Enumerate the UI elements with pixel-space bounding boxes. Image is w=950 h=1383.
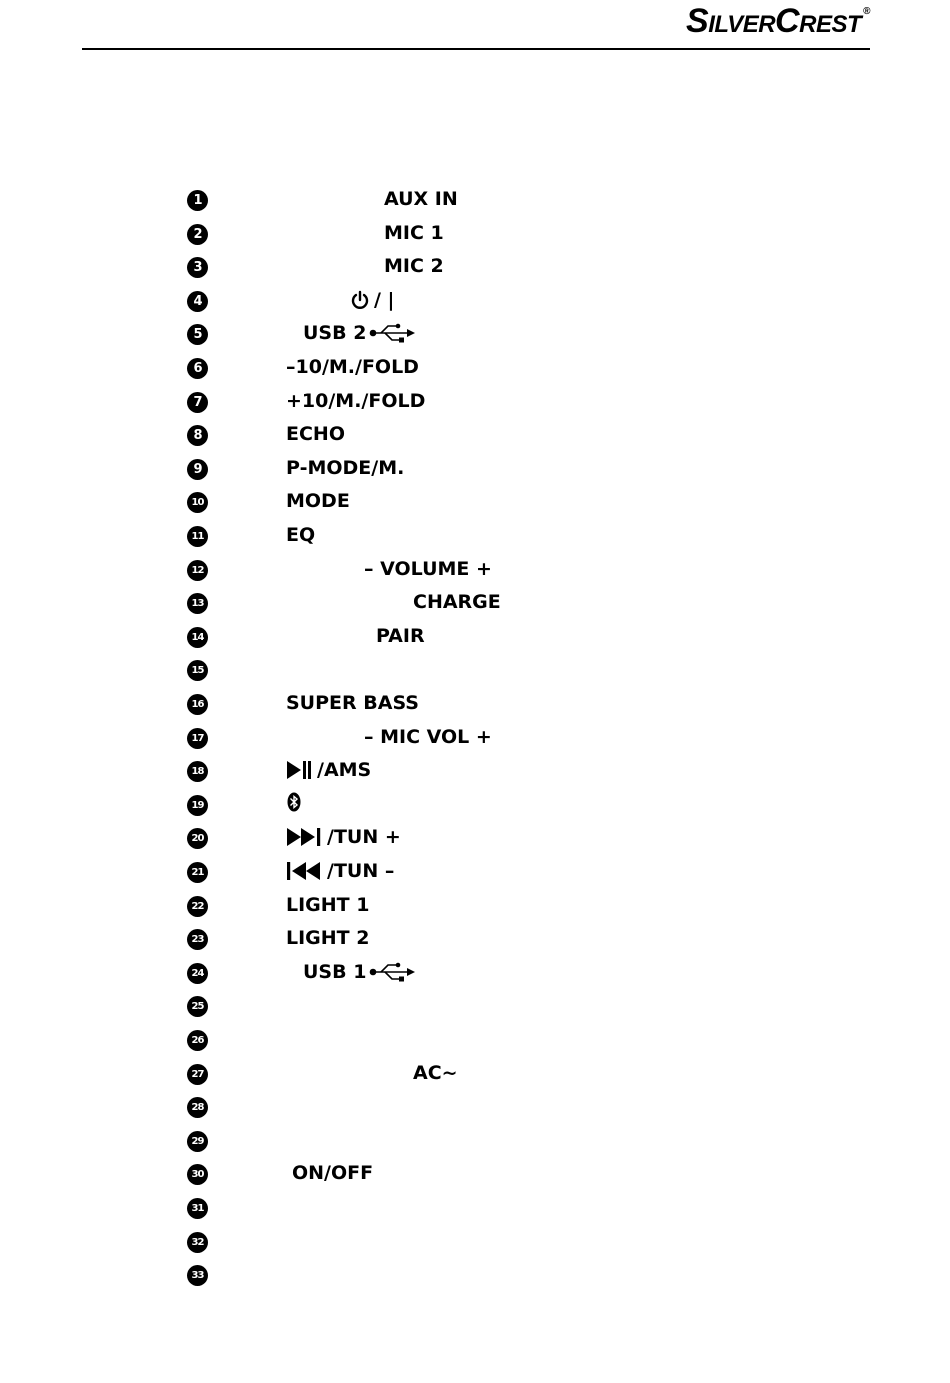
item-label: ECHO [286, 423, 345, 446]
list-item [0, 854, 950, 888]
list-item [0, 686, 950, 720]
play-pause-icon [286, 759, 314, 781]
registered-mark: ® [863, 6, 870, 17]
item-label: P-MODE/M. [286, 456, 405, 479]
list-item [0, 753, 950, 787]
item-label-group [286, 757, 371, 783]
item-label-group [286, 388, 425, 414]
item-label-group [384, 253, 444, 279]
list-item [0, 518, 950, 552]
item-label: USB 2 [303, 322, 367, 345]
item-label: MIC 2 [384, 255, 444, 278]
item-number-badge: 31 [187, 1198, 208, 1219]
item-label: SUPER BASS [286, 692, 419, 714]
item-label-group [286, 488, 350, 514]
item-label: CHARGE [413, 591, 501, 614]
item-number-badge: 9 [187, 459, 208, 480]
list-item [0, 888, 950, 922]
item-label: +10/M./FOLD [286, 389, 426, 412]
list-item [0, 955, 950, 989]
logo-letter: C [775, 2, 800, 40]
item-number-badge: 8 [187, 425, 208, 446]
list-item [0, 552, 950, 586]
item-label-group [384, 186, 458, 212]
item-number-badge: 19 [187, 795, 208, 816]
item-number-badge: 7 [187, 392, 208, 413]
logo-letter: S [686, 2, 709, 40]
item-number-badge: 32 [187, 1232, 208, 1253]
list-item [0, 652, 950, 686]
header-rule [82, 48, 870, 50]
list-item [0, 249, 950, 283]
item-label: USB 1 [303, 960, 367, 983]
item-label-group [376, 623, 425, 649]
next-track-icon [286, 826, 324, 848]
item-number-badge: 33 [187, 1265, 208, 1286]
list-item [0, 1123, 950, 1157]
list-item [0, 921, 950, 955]
list-item [0, 1224, 950, 1258]
item-number-badge: 16 [187, 694, 208, 715]
list-item [0, 350, 950, 384]
item-number-badge: 1 [187, 190, 208, 211]
item-label-group [364, 724, 492, 750]
item-number-badge: 28 [187, 1097, 208, 1118]
item-label-group [303, 959, 415, 985]
item-label: /TUN + [327, 826, 401, 849]
item-label: /AMS [317, 759, 372, 782]
list-item [0, 720, 950, 754]
list-item [0, 1190, 950, 1224]
item-number-badge: 23 [187, 929, 208, 950]
item-number-badge: 22 [187, 896, 208, 917]
list-item [0, 182, 950, 216]
item-number-badge: 15 [187, 660, 208, 681]
item-number-badge: 10 [187, 492, 208, 513]
item-label-group [349, 287, 395, 313]
silvercrest-logo [686, 2, 870, 40]
list-item [0, 283, 950, 317]
item-number-badge: 14 [187, 627, 208, 648]
list-item [0, 1156, 950, 1190]
item-label-group [286, 824, 401, 850]
usb-icon [369, 323, 415, 343]
item-label: EQ [286, 524, 316, 546]
item-label-group [413, 1060, 458, 1086]
power-icon [349, 289, 371, 311]
item-label-group [286, 892, 369, 918]
item-label: /TUN – [327, 860, 395, 882]
item-number-badge: 3 [187, 257, 208, 278]
usb-icon [369, 962, 415, 982]
item-number-badge: 17 [187, 728, 208, 749]
item-label-group [364, 556, 492, 582]
list-item [0, 417, 950, 451]
item-label: ON/OFF [292, 1162, 374, 1185]
list-item [0, 585, 950, 619]
item-number-badge: 13 [187, 593, 208, 614]
item-number-badge: 21 [187, 862, 208, 883]
item-label: AC~ [413, 1061, 458, 1084]
list-item [0, 820, 950, 854]
item-number-badge: 11 [187, 526, 208, 547]
item-number-badge: 12 [187, 560, 208, 581]
item-number-badge: 29 [187, 1131, 208, 1152]
item-number-badge: 5 [187, 324, 208, 345]
item-number-badge: 6 [187, 358, 208, 379]
item-label: / | [374, 288, 395, 311]
item-label-group [303, 320, 415, 346]
item-number-badge: 24 [187, 963, 208, 984]
item-label: MODE [286, 490, 350, 513]
item-label: AUX IN [384, 188, 458, 210]
list-item [0, 988, 950, 1022]
item-label: – MIC VOL + [364, 725, 492, 748]
list-item [0, 787, 950, 821]
item-label-group [286, 421, 345, 447]
item-label: –10/M./FOLD [286, 356, 419, 378]
item-number-badge: 4 [187, 291, 208, 312]
item-label-group [384, 220, 444, 246]
item-label-group [286, 690, 419, 716]
list-item [0, 1022, 950, 1056]
bluetooth-icon [286, 791, 302, 813]
list-item [0, 1089, 950, 1123]
item-number-badge: 30 [187, 1164, 208, 1185]
logo-letters: ILVER [708, 11, 776, 38]
list-item [0, 384, 950, 418]
item-label-group [286, 791, 305, 813]
item-label-group [286, 455, 404, 481]
list-item [0, 316, 950, 350]
item-label: PAIR [376, 624, 425, 647]
list-item [0, 451, 950, 485]
item-label-group [286, 858, 394, 884]
item-number-badge: 25 [187, 996, 208, 1017]
list-item [0, 216, 950, 250]
item-label: MIC 1 [384, 221, 444, 244]
item-label-group [286, 354, 419, 380]
item-label: LIGHT 2 [286, 927, 370, 950]
item-number-badge: 27 [187, 1064, 208, 1085]
item-label-group [286, 925, 369, 951]
item-label-group [292, 1160, 373, 1186]
list-item [0, 1056, 950, 1090]
list-item [0, 1257, 950, 1291]
item-number-badge: 18 [187, 761, 208, 782]
item-label-group [413, 589, 501, 615]
item-label: – VOLUME + [364, 557, 492, 580]
item-label-group [286, 522, 315, 548]
item-label: LIGHT 1 [286, 893, 370, 916]
list-item [0, 619, 950, 653]
item-number-badge: 20 [187, 828, 208, 849]
logo-letters: REST [799, 11, 862, 38]
item-number-badge: 26 [187, 1030, 208, 1051]
list-item [0, 484, 950, 518]
item-number-badge: 2 [187, 224, 208, 245]
previous-track-icon [286, 860, 324, 882]
